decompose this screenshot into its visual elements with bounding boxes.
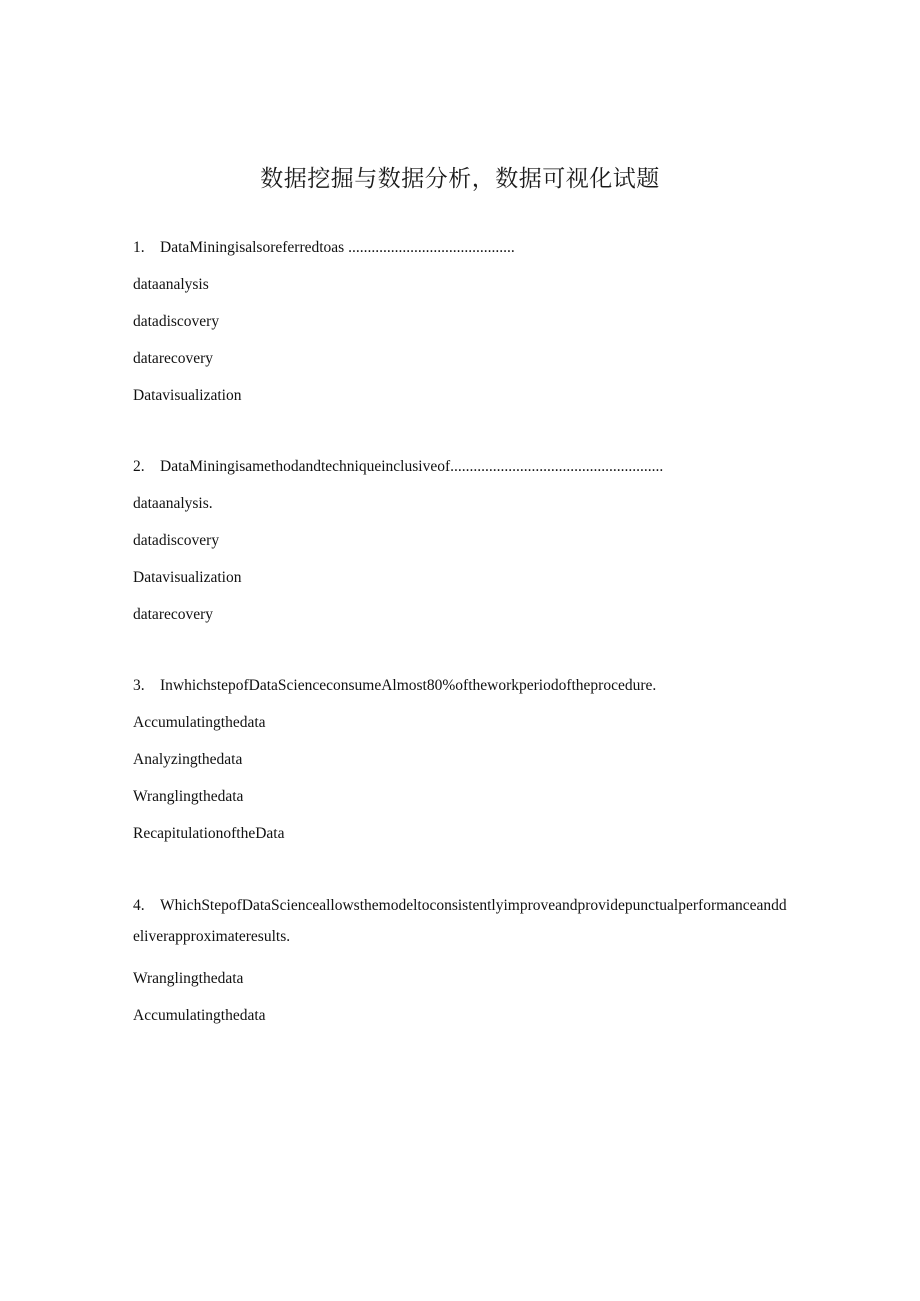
question-body: DataMiningisalsoreferredtoas ...........................................: [160, 239, 515, 256]
option: Wranglingthedata: [133, 970, 244, 987]
option: datarecovery: [133, 350, 214, 367]
question-3: [133, 676, 793, 844]
option: datarecovery: [133, 606, 214, 623]
option: datadiscovery: [133, 532, 220, 549]
document-title: 数据挖掘与数据分析，数据可视化试题: [260, 166, 660, 192]
question-text: [133, 676, 793, 696]
question-2: [133, 457, 793, 625]
question-number: 2.: [133, 458, 145, 475]
question-body: WhichStepofDataScienceallowsthemodeltoconsistentlyimproveandprovidepunctualperformanceanddeliverapproximateresults.: [133, 897, 787, 945]
question-text: [133, 890, 793, 952]
option: Analyzingthedata: [133, 751, 243, 768]
option: Datavisualization: [133, 569, 242, 586]
option: dataanalysis: [133, 276, 209, 293]
question-number: 3.: [133, 677, 145, 694]
question-1: [133, 238, 793, 406]
option: datadiscovery: [133, 313, 220, 330]
option: Accumulatingthedata: [133, 1007, 266, 1024]
question-number: 4.: [133, 897, 145, 914]
option: Accumulatingthedata: [133, 714, 266, 731]
question-4: [133, 895, 793, 1026]
option: Datavisualization: [133, 387, 242, 404]
option: dataanalysis.: [133, 495, 213, 512]
option: Wranglingthedata: [133, 788, 244, 805]
question-body: DataMiningisamethodandtechniqueinclusiveof.......................................................: [160, 458, 664, 475]
option: RecapitulationoftheData: [133, 825, 285, 842]
question-text: [133, 457, 793, 477]
question-body: InwhichstepofDataScienceconsumeAlmost80%oftheworkperiodoftheprocedure.: [160, 677, 657, 694]
question-number: 1.: [133, 239, 145, 256]
question-text: [133, 238, 793, 258]
